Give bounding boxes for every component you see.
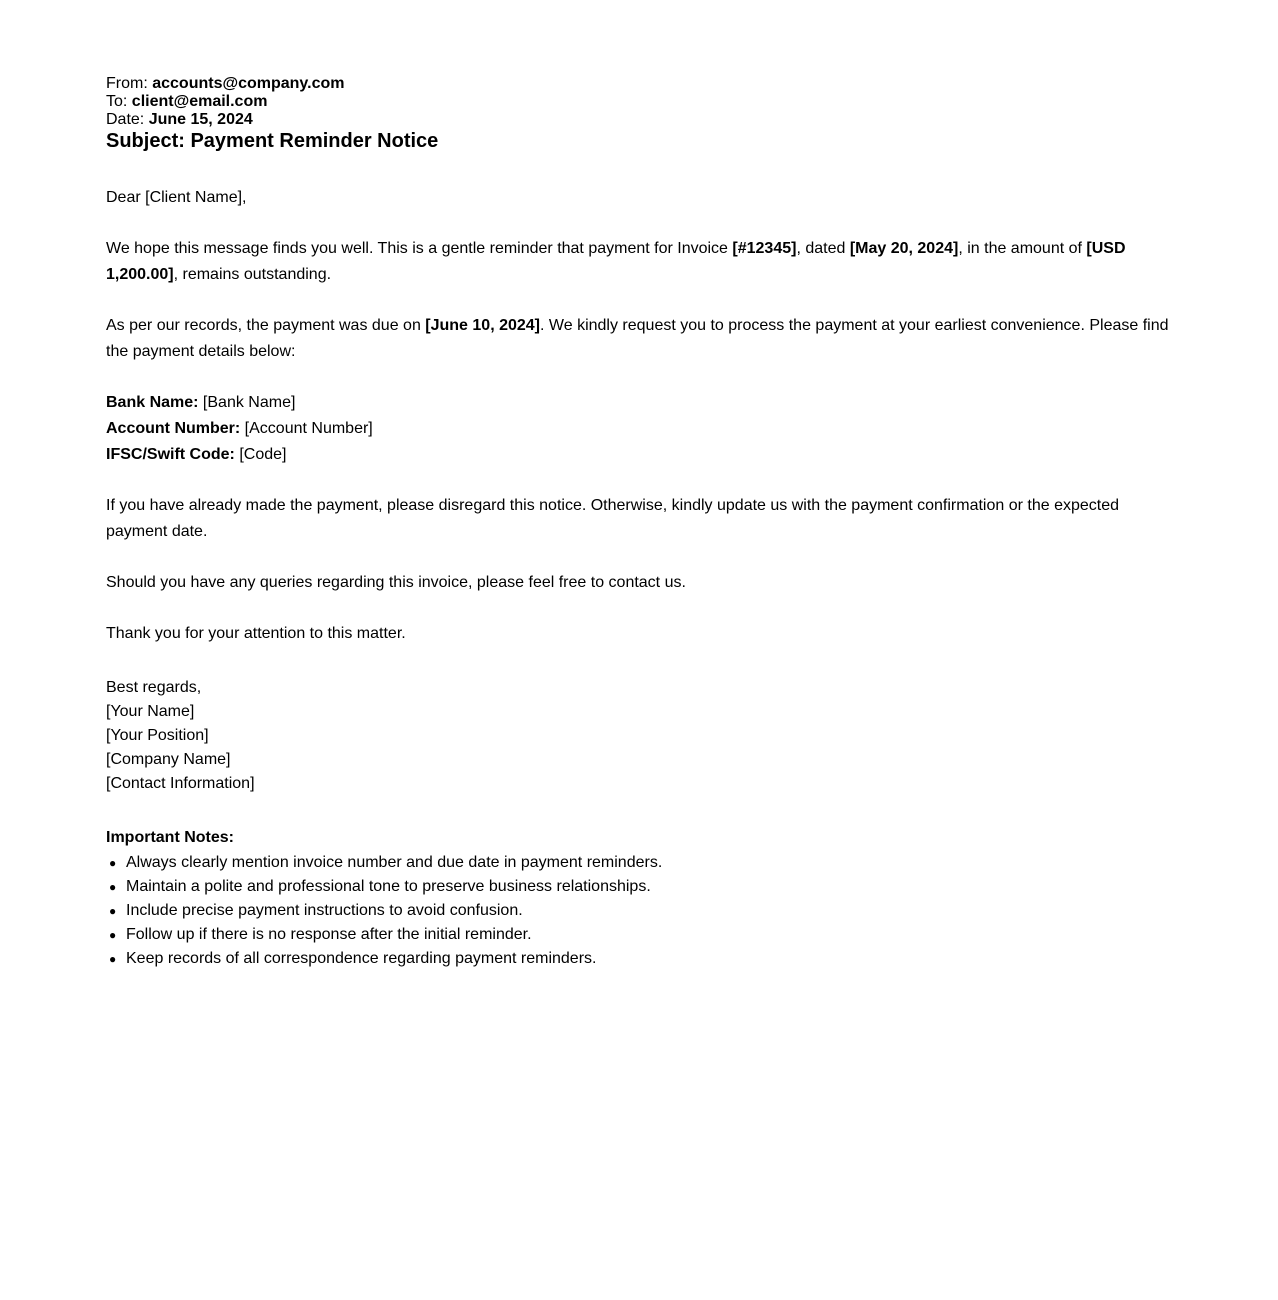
to-line [106,93,1178,111]
swift-code-line [106,442,1178,468]
notes-title: Important Notes: [106,829,234,846]
list-item [106,899,1178,923]
date-value: June 15, 2024 [148,111,253,128]
bullet-icon: ● [109,952,117,966]
sign-off: Best regards, [106,679,202,696]
signer-name: [Your Name] [106,703,195,720]
subject-heading: Subject: Payment Reminder Notice [106,130,439,152]
from-label: From: [106,75,148,92]
to-address: client@email.com [131,93,268,110]
thanks-paragraph: Thank you for your attention to this matter. [106,625,406,642]
from-address: accounts@company.com [152,75,345,92]
reminder-text-3: , in the amount of [958,240,1087,257]
due-text-1: As per our records, the payment was due on [106,317,426,334]
list-item [106,923,1178,947]
notes-list [106,851,1178,971]
reminder-text-2: , dated [796,240,850,257]
signer-contact: [Contact Information] [106,775,255,792]
invoice-amount: [USD 1,200.00] [106,240,1126,283]
bank-name-value: [Bank Name] [198,394,296,411]
bank-name-line [106,390,1178,416]
account-number-label: Account Number: [106,420,241,437]
to-label: To: [106,93,128,110]
note-text: Always clearly mention invoice number and due date in payment reminders. [126,854,663,871]
bank-name-label: Bank Name: [106,394,199,411]
note-text: Maintain a polite and professional tone to preserve business relationships. [126,878,651,895]
due-date-paragraph [106,313,1178,365]
swift-code-label: IFSC/Swift Code: [106,446,235,463]
date-line [106,111,1178,129]
reminder-text-1: We hope this message finds you well. This is a gentle reminder that payment for Invoice [106,240,733,257]
bullet-icon: ● [109,880,117,894]
bullet-icon: ● [109,856,117,870]
invoice-date: [May 20, 2024] [849,240,959,257]
bullet-icon: ● [109,928,117,942]
list-item [106,947,1178,971]
list-item [106,851,1178,875]
due-text-2: . We kindly request you to process the payment at your earliest convenience. Please find the payment details below: [106,317,1169,360]
due-date: [June 10, 2024] [425,317,541,334]
reminder-text-4: , remains outstanding. [173,266,332,283]
bullet-icon: ● [109,904,117,918]
invoice-number: [#12345] [732,240,797,257]
queries-paragraph: Should you have any queries regarding this invoice, please feel free to contact us. [106,574,686,591]
greeting: Dear [Client Name], [106,189,247,206]
swift-code-value: [Code] [234,446,287,463]
note-text: Include precise payment instructions to avoid confusion. [126,902,523,919]
account-number-line [106,416,1178,442]
note-text: Keep records of all correspondence regarding payment reminders. [126,950,597,967]
signature-block [106,676,1178,796]
date-label: Date: [106,111,145,128]
account-number-value: [Account Number] [240,420,373,437]
disregard-paragraph: If you have already made the payment, please disregard this notice. Otherwise, kindly update us with the payment confirmation or the expected payment date. [106,497,1120,540]
email-header [106,75,1178,153]
signer-company: [Company Name] [106,751,231,768]
email-document [106,75,1178,971]
list-item [106,875,1178,899]
bank-details [106,390,1178,468]
reminder-paragraph [106,236,1178,288]
from-line [106,75,1178,93]
signer-position: [Your Position] [106,727,209,744]
note-text: Follow up if there is no response after the initial reminder. [126,926,532,943]
